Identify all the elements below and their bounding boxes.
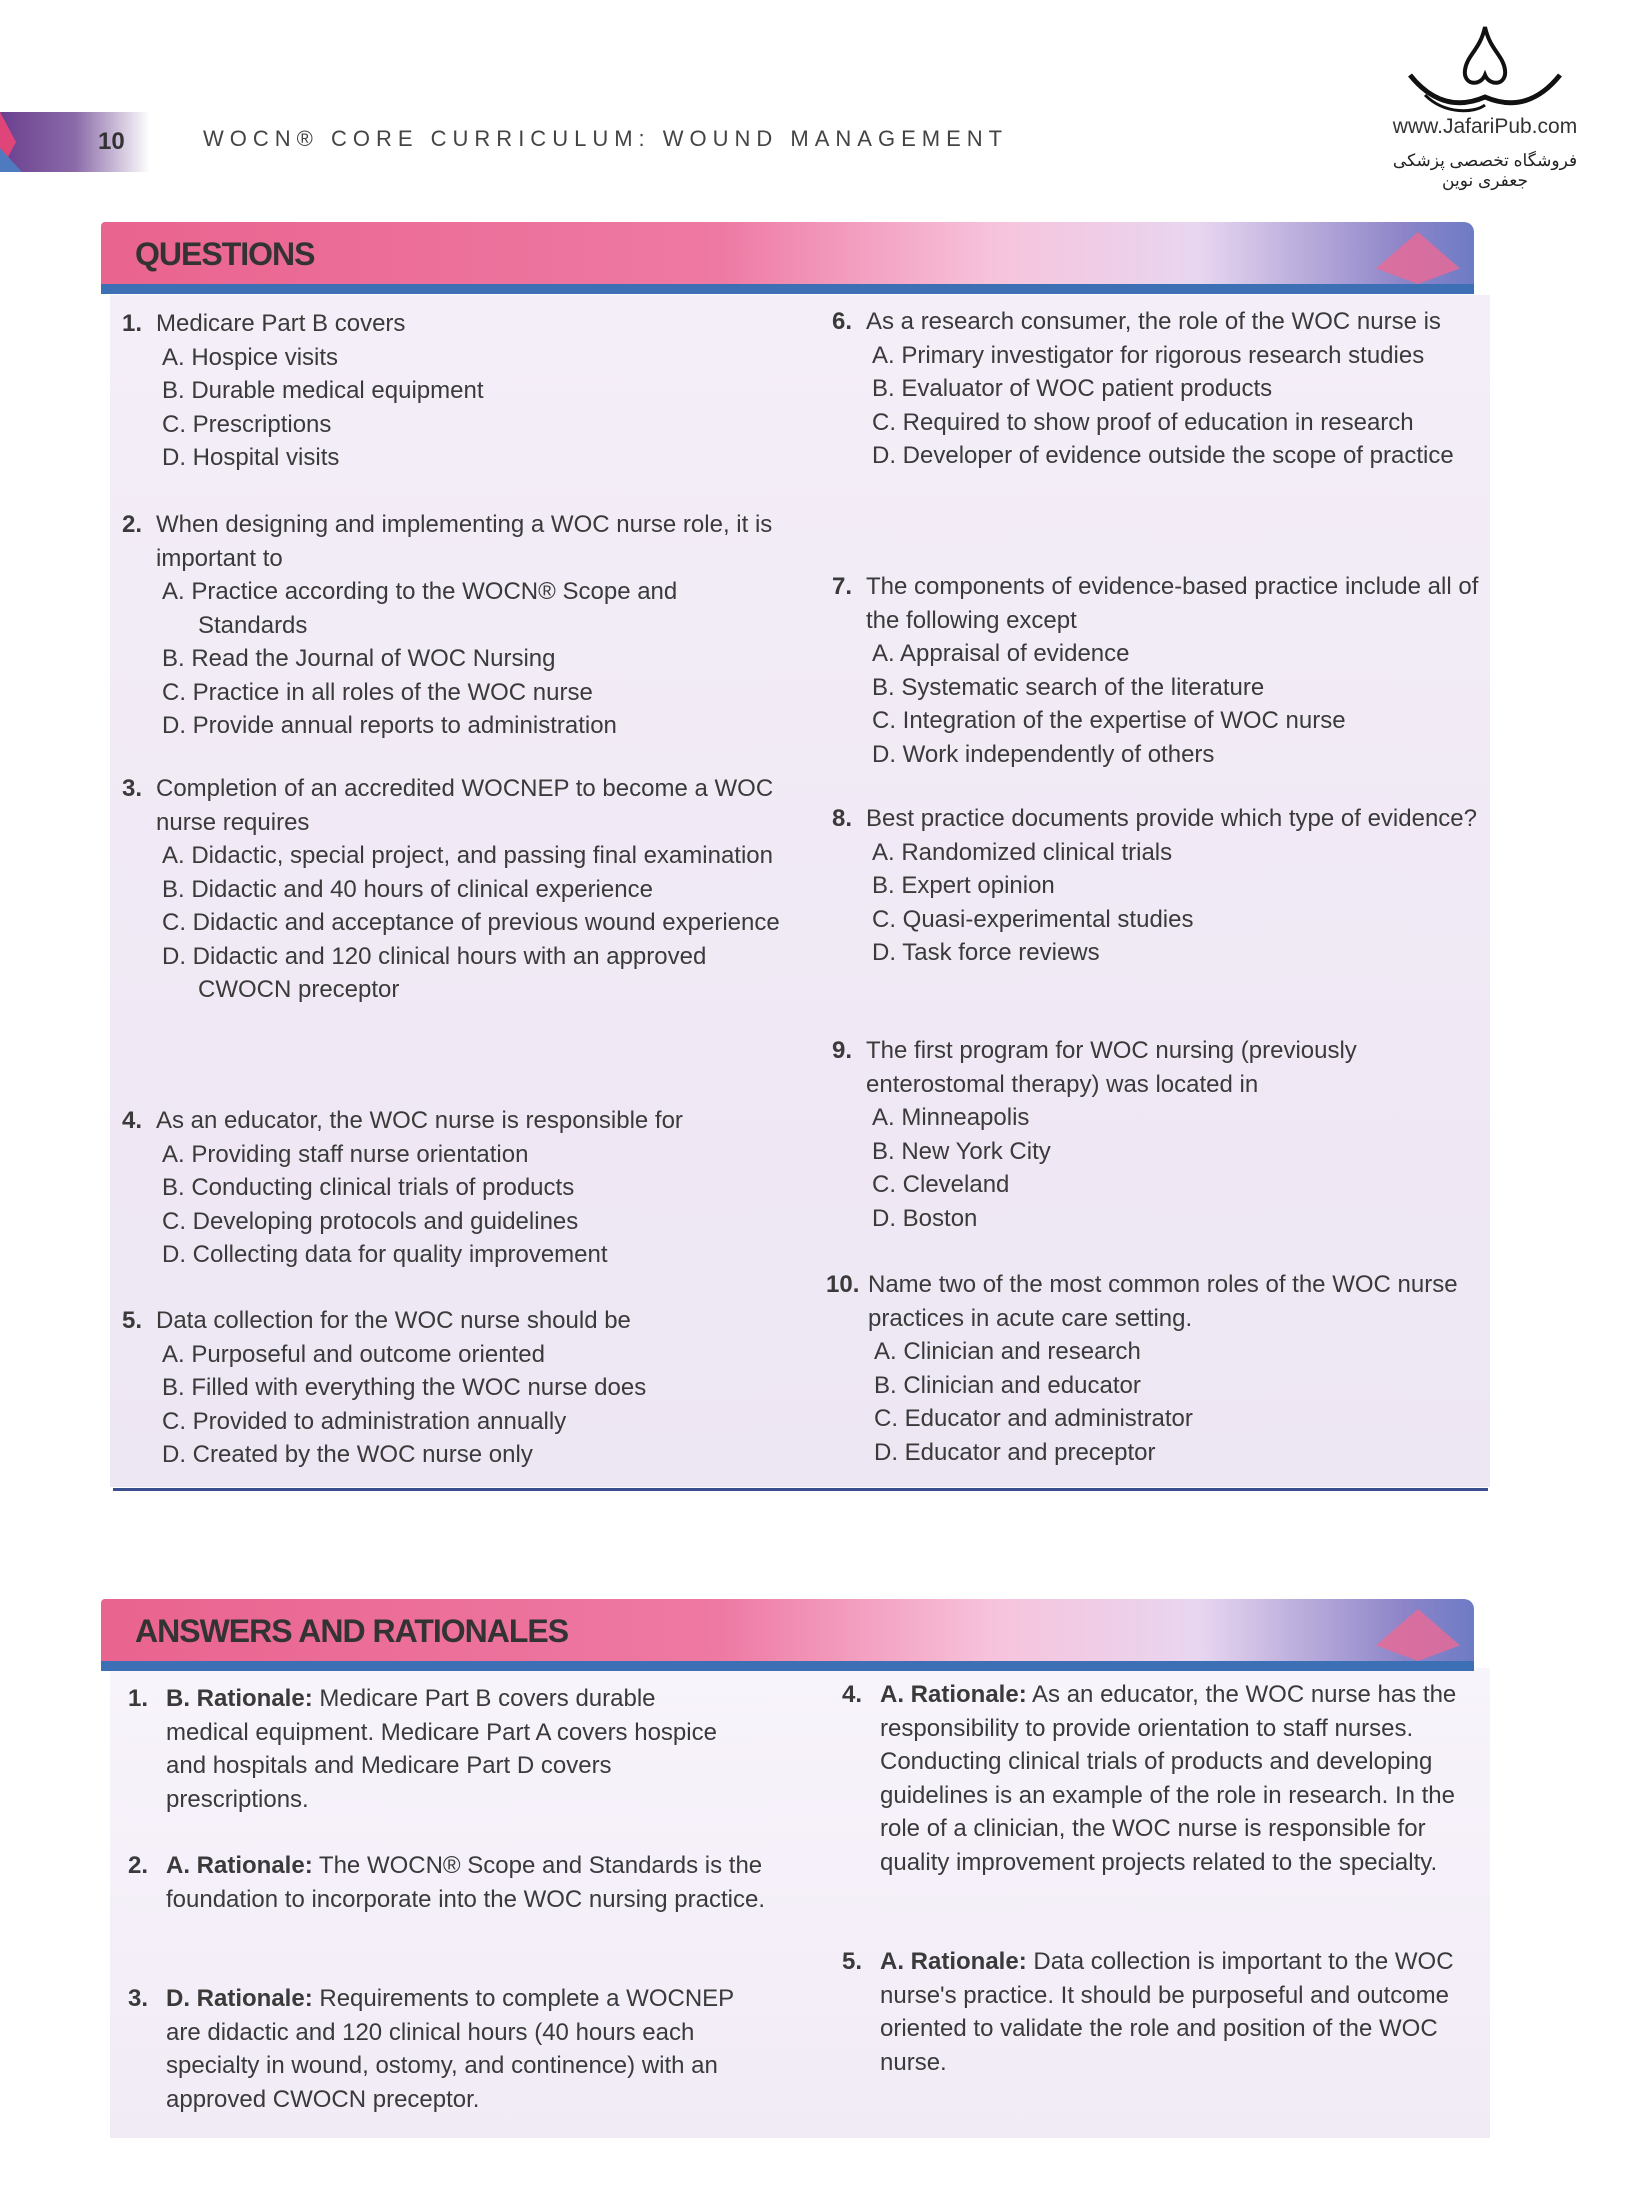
answer-option: B. Filled with everything the WOC nurse does	[162, 1374, 647, 1401]
answer-option: B. Expert opinion	[872, 872, 1055, 899]
answer-key: B. Rationale:	[166, 1685, 313, 1712]
question-text: Medicare Part B covers	[156, 310, 406, 337]
answer-option: B. Didactic and 40 hours of clinical experience	[162, 875, 653, 903]
answer-option: C. Provided to administration annually	[162, 1407, 567, 1435]
answer-option: C. Educator and administrator	[874, 1405, 1193, 1432]
question-4	[122, 1104, 782, 1272]
answer-rationale-2	[128, 1849, 768, 1916]
question-7	[832, 570, 1482, 771]
answer-option: A. Appraisal of evidence	[872, 640, 1130, 667]
question-number: 8.	[832, 805, 853, 832]
answer-option: C. Practice in all roles of the WOC nurse	[162, 678, 593, 706]
rationale-text: As an educator, the WOC nurse has the responsibility to provide orientation to staff nurses. Conducting clinical trials of products and developing guidelines is an example of the role in research. In the role of a clinician, the WOC nurse is responsible for quality improvement projects related to the specialty.	[880, 1681, 1457, 1876]
diamond-decoration	[1376, 1609, 1460, 1661]
questions-header	[101, 222, 1474, 294]
question-5	[122, 1304, 782, 1472]
answer-rationale-3	[128, 1982, 768, 2116]
answer-option: C. Prescriptions	[162, 410, 332, 438]
watermark-logo	[1370, 25, 1600, 191]
answer-number: 3.	[128, 1985, 149, 2012]
question-text: The components of evidence-based practice include all of the following except	[866, 573, 1479, 634]
answer-option: B. Clinician and educator	[874, 1371, 1141, 1399]
answer-option: D. Didactic and 120 clinical hours with an approved CWOCN preceptor	[162, 942, 707, 1003]
answer-option: A. Primary investigator for rigorous research studies	[872, 341, 1425, 369]
answer-option: A. Purposeful and outcome oriented	[162, 1340, 545, 1368]
question-number: 1.	[122, 310, 143, 337]
question-3	[122, 772, 782, 1007]
question-number: 2.	[122, 511, 143, 538]
watermark-url: www.JafariPub.com	[1392, 115, 1578, 138]
question-text: Name two of the most common roles of the WOC nurse practices in acute care setting.	[868, 1271, 1458, 1332]
question-6	[832, 305, 1482, 473]
answer-option: B. New York City	[872, 1137, 1051, 1165]
question-8	[832, 802, 1482, 970]
answer-option: B. Systematic search of the literature	[872, 673, 1265, 701]
rationale-text: Data collection is important to the WOC nurse's practice. It should be purposeful and outcome oriented to validate the role and position of the WOC nurse.	[880, 1948, 1454, 2076]
section-divider	[113, 1488, 1488, 1491]
answer-option: C. Quasi-experimental studies	[872, 905, 1194, 933]
question-text: As an educator, the WOC nurse is responsible for	[156, 1107, 683, 1134]
answer-number: 5.	[842, 1948, 863, 1975]
question-10	[826, 1268, 1476, 1469]
question-text: When designing and implementing a WOC nurse role, it is important to	[156, 511, 773, 572]
question-text: Best practice documents provide which type of evidence?	[866, 805, 1478, 832]
answer-option: A. Hospice visits	[162, 343, 339, 371]
rationale-text: Medicare Part B covers durable medical equipment. Medicare Part A covers hospice and hospitals and Medicare Part D covers prescriptions.	[166, 1685, 717, 1813]
answer-number: 4.	[842, 1681, 863, 1708]
answer-key: A. Rationale:	[880, 1948, 1027, 1975]
question-text: Data collection for the WOC nurse should be	[156, 1307, 631, 1334]
question-2	[122, 508, 782, 743]
questions-title: QUESTIONS	[135, 236, 315, 272]
publisher-logo-icon	[1405, 25, 1565, 115]
answer-rationale-4	[842, 1678, 1482, 1879]
answer-key: D. Rationale:	[166, 1985, 313, 2012]
answer-option: A. Providing staff nurse orientation	[162, 1140, 529, 1168]
question-text: Completion of an accredited WOCNEP to become a WOC nurse requires	[156, 775, 774, 836]
question-number: 10.	[826, 1271, 860, 1298]
answers-title: ANSWERS AND RATIONALES	[135, 1613, 569, 1649]
answer-option: D. Provide annual reports to administration	[162, 712, 617, 739]
answers-header	[101, 1599, 1474, 1671]
running-title: WOCN® CORE CURRICULUM: WOUND MANAGEMENT	[203, 126, 1009, 151]
answer-option: C. Required to show proof of education in research	[872, 408, 1414, 436]
answer-option: A. Didactic, special project, and passing final examination	[162, 842, 773, 869]
answer-option: B. Durable medical equipment	[162, 377, 484, 404]
question-number: 9.	[832, 1037, 853, 1064]
watermark-persian-text: فروشگاه تخصصی پزشکی جعفری نوین	[1392, 151, 1578, 190]
page-tab-decoration	[0, 112, 150, 172]
answer-key: A. Rationale:	[166, 1852, 313, 1879]
answer-option: C. Integration of the expertise of WOC nurse	[872, 707, 1346, 734]
answer-option: D. Created by the WOC nurse only	[162, 1441, 533, 1468]
question-text: As a research consumer, the role of the WOC nurse is	[866, 308, 1441, 335]
answer-rationale-5	[842, 1945, 1482, 2079]
question-number: 5.	[122, 1307, 143, 1334]
answer-number: 1.	[128, 1685, 149, 1712]
question-9	[832, 1034, 1482, 1235]
diamond-decoration	[1376, 232, 1460, 284]
question-number: 7.	[832, 573, 853, 600]
rationale-text: Requirements to complete a WOCNEP are didactic and 120 clinical hours (40 hours each specialty in wound, ostomy, and continence) with an approved CWOCN preceptor.	[166, 1985, 734, 2113]
answer-option: A. Clinician and research	[874, 1338, 1141, 1365]
rationale-text: The WOCN® Scope and Standards is the foundation to incorporate into the WOC nursing practice.	[166, 1852, 765, 1913]
question-number: 3.	[122, 775, 143, 802]
answer-option: C. Cleveland	[872, 1171, 1010, 1198]
answer-number: 2.	[128, 1852, 149, 1879]
page-number: 10	[98, 128, 125, 155]
answer-option: C. Didactic and acceptance of previous wound experience	[162, 909, 780, 936]
answer-rationale-1	[128, 1682, 728, 1816]
answer-option: D. Hospital visits	[162, 444, 340, 471]
answer-option: D. Work independently of others	[872, 740, 1215, 768]
answer-option: D. Task force reviews	[872, 939, 1100, 966]
answer-option: B. Conducting clinical trials of products	[162, 1174, 575, 1201]
answer-option: B. Read the Journal of WOC Nursing	[162, 645, 556, 672]
question-1	[122, 307, 782, 475]
answer-option: B. Evaluator of WOC patient products	[872, 375, 1273, 402]
answer-option: D. Developer of evidence outside the scope of practice	[872, 442, 1454, 469]
answer-option: A. Practice according to the WOCN® Scope and Standards	[162, 578, 678, 639]
question-text: The first program for WOC nursing (previously enterostomal therapy) was located in	[866, 1037, 1357, 1098]
answer-option: D. Boston	[872, 1204, 978, 1232]
answer-option: D. Educator and preceptor	[874, 1438, 1156, 1466]
answer-option: A. Minneapolis	[872, 1104, 1030, 1131]
question-number: 6.	[832, 308, 853, 335]
answer-option: C. Developing protocols and guidelines	[162, 1207, 579, 1235]
answer-key: A. Rationale:	[880, 1681, 1027, 1708]
answer-option: A. Randomized clinical trials	[872, 838, 1173, 866]
question-number: 4.	[122, 1107, 143, 1134]
answer-option: D. Collecting data for quality improvement	[162, 1241, 608, 1268]
